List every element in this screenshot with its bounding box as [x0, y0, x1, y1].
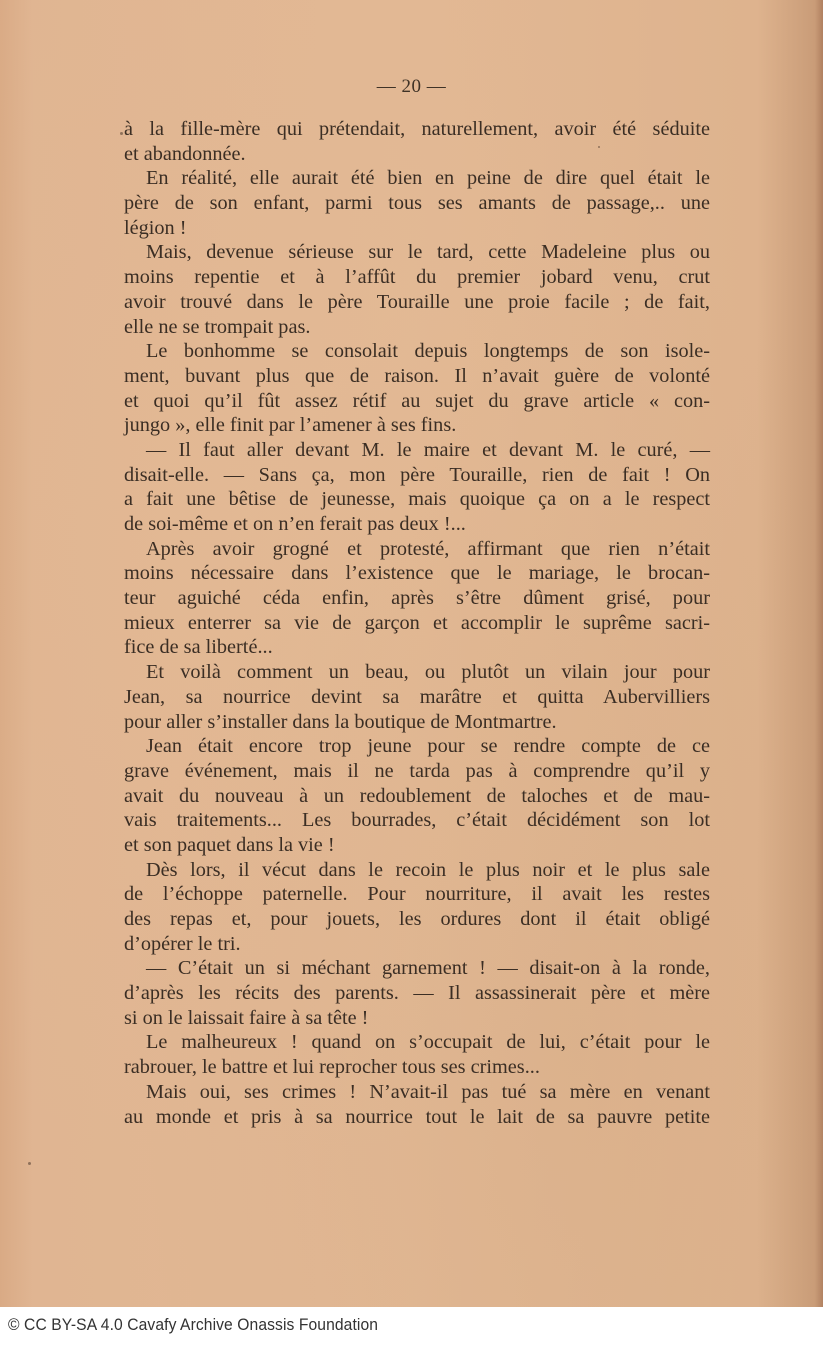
text-line: Le bonhomme se consolait depuis longtemps de son isole-	[146, 340, 710, 363]
body-text	[124, 117, 710, 1129]
paper-speck	[28, 1162, 31, 1165]
text-line: vais traitements... Les bourrades, c’était décidément son lot	[124, 809, 710, 832]
text-line: moins repentie et à l’affût du premier jobard venu, crut	[124, 266, 710, 289]
text-line: et quoi qu’il fût assez rétif au sujet du grave article « con-	[124, 389, 710, 412]
text-line: fice de sa liberté...	[124, 636, 273, 659]
text-line: disait-elle. — Sans ça, mon père Touraille, rien de fait ! On	[124, 463, 710, 486]
text-line: avoir trouvé dans le père Touraille une proie facile ; de fait,	[124, 290, 710, 313]
text-line: d’après les récits des parents. — Il assassinerait père et mère	[124, 982, 710, 1005]
text-line: jungo », elle finit par l’amener à ses fins.	[124, 414, 457, 437]
text-line: Mais, devenue sérieuse sur le tard, cette Madeleine plus ou	[146, 241, 710, 264]
paper-speck	[120, 132, 123, 135]
text-line: moins nécessaire dans l’existence que le mariage, le brocan-	[124, 562, 710, 585]
text-line: Dès lors, il vécut dans le recoin le plus noir et le plus sale	[146, 858, 710, 881]
text-line: d’opérer le tri.	[124, 932, 241, 955]
text-line: Le malheureux ! quand on s’occupait de lui, c’était pour le	[146, 1031, 710, 1054]
license-credit: © CC BY-SA 4.0 Cavafy Archive Onassis Foundation	[8, 1315, 379, 1334]
footer	[0, 1307, 823, 1346]
text-line: Jean était encore trop jeune pour se rendre compte de ce	[146, 735, 710, 758]
text-line: à la fille-mère qui prétendait, naturellement, avoir été séduite	[124, 118, 710, 140]
paper-speck	[598, 146, 600, 148]
text-line: et son paquet dans la vie !	[124, 833, 335, 856]
text-line: et abandonnée.	[124, 142, 246, 165]
text-line: rabrouer, le battre et lui reprocher tous ses crimes...	[124, 1056, 540, 1079]
text-line: grave événement, mais il ne tarda pas à comprendre qu’il y	[124, 759, 710, 782]
text-line: elle ne se trompait pas.	[124, 315, 311, 338]
text-line: père de son enfant, parmi tous ses amants de passage,.. une	[124, 192, 710, 215]
page-number: — 20 —	[376, 76, 447, 97]
text-line: — C’était un si méchant garnement ! — disait-on à la ronde,	[146, 957, 710, 980]
text-line: avait du nouveau à un redoublement de taloches et de mau-	[124, 784, 710, 807]
text-line: de soi-même et on n’en ferait pas deux !...	[124, 513, 466, 535]
text-line: si on le laissait faire à sa tête !	[124, 1006, 369, 1029]
text-line: En réalité, elle aurait été bien en peine de dire quel était le	[146, 167, 710, 190]
text-line: Jean, sa nourrice devint sa marâtre et quitta Aubervilliers	[124, 685, 710, 708]
text-line: des repas et, pour jouets, les ordures dont il était obligé	[124, 908, 710, 930]
text-line: — Il faut aller devant M. le maire et devant M. le curé, —	[146, 438, 710, 461]
text-line: mieux enterrer sa vie de garçon et accomplir le suprême sacri-	[124, 611, 710, 634]
text-line: Et voilà comment un beau, ou plutôt un vilain jour pour	[146, 661, 710, 684]
text-line: pour aller s’installer dans la boutique de Montmartre.	[124, 710, 557, 733]
text-line: teur aguiché céda enfin, après s’être dûment grisé, pour	[124, 587, 710, 610]
text-line: Après avoir grogné et protesté, affirmant que rien n’était	[146, 537, 710, 560]
text-line: au monde et pris à sa nourrice tout le lait de sa pauvre petite	[124, 1105, 710, 1128]
text-line: légion !	[124, 216, 187, 239]
text-line: Mais oui, ses crimes ! N’avait-il pas tué sa mère en venant	[146, 1080, 710, 1103]
text-line: ment, buvant plus que de raison. Il n’avait guère de volonté	[124, 364, 710, 387]
text-line: de l’échoppe paternelle. Pour nourriture, il avait les restes	[124, 883, 710, 906]
text-line: a fait une bêtise de jeunesse, mais quoique ça on a le respect	[124, 488, 710, 511]
